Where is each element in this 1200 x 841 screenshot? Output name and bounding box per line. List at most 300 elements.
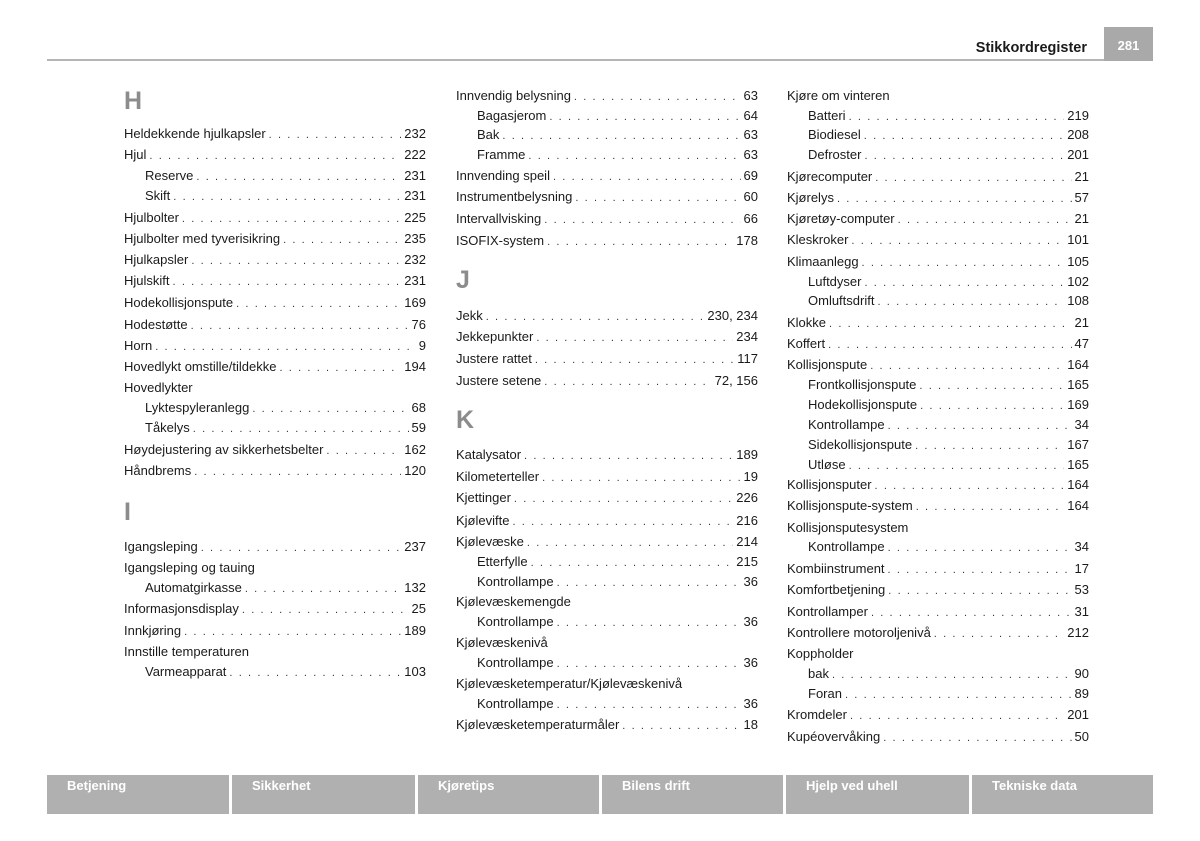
index-entry-kilometerteller <box>456 468 758 486</box>
index-page-ref[interactable]: 57 <box>1074 190 1089 205</box>
index-page-ref[interactable]: 132 <box>404 580 426 595</box>
index-page-ref[interactable]: 68 <box>411 400 426 415</box>
index-page-ref[interactable]: 21 <box>1074 169 1089 184</box>
index-page-ref[interactable]: 178 <box>736 233 758 248</box>
index-term: Innvendig belysning <box>456 88 571 103</box>
index-entry-frontkollisjonspute <box>808 376 1089 394</box>
index-term: Biodiesel <box>808 127 861 142</box>
index-entry-koffert <box>787 335 1089 353</box>
dot-leader <box>919 377 1064 395</box>
dot-leader <box>196 168 401 186</box>
dot-leader <box>194 463 401 481</box>
index-entry-kontrollampe <box>477 573 758 591</box>
dot-leader <box>535 351 734 369</box>
index-entry-isofix-system <box>456 232 758 250</box>
index-entry-kj-lev-sketemperatur-kj-lev-skeniva <box>456 675 758 693</box>
index-page-ref[interactable]: 164 <box>1067 357 1089 372</box>
dot-leader <box>862 254 1065 272</box>
index-page-ref[interactable]: 64 <box>743 108 758 123</box>
dot-leader <box>191 317 409 335</box>
dot-leader <box>916 498 1065 516</box>
dot-leader <box>502 127 740 145</box>
index-entry-biodiesel <box>808 126 1089 144</box>
index-page-ref[interactable]: 108 <box>1067 293 1089 308</box>
index-term: Reserve <box>145 168 194 183</box>
index-term: Frontkollisjonspute <box>808 377 917 392</box>
dot-leader <box>547 233 733 251</box>
index-term: Hjulbolter <box>124 210 179 225</box>
index-page-ref[interactable]: 89 <box>1074 686 1089 701</box>
index-entry-hjulskift <box>124 272 426 290</box>
index-page-ref[interactable]: 117 <box>737 351 758 366</box>
page-number: 281 <box>1104 27 1153 61</box>
index-term: Klimaanlegg <box>787 254 859 269</box>
index-entry-kjettinger <box>456 489 758 507</box>
index-page-ref[interactable]: 17 <box>1074 561 1089 576</box>
index-entry-hjul <box>124 146 426 164</box>
index-entry-kj-ret-y-computer <box>787 210 1089 228</box>
index-page-ref[interactable]: 36 <box>743 655 758 670</box>
index-page-ref[interactable]: 162 <box>404 442 426 457</box>
index-page-ref[interactable]: 231 <box>404 188 426 203</box>
index-term: Igangsleping <box>124 539 198 554</box>
index-page-ref[interactable]: 66 <box>743 211 758 226</box>
index-page-ref[interactable]: 59 <box>411 420 426 435</box>
index-entry-hodekollisjonspute <box>808 396 1089 414</box>
index-entry-omluftsdrift <box>808 292 1089 310</box>
index-page-ref[interactable]: 120 <box>404 463 426 478</box>
index-entry-kj-re-om-vinteren <box>787 87 1089 105</box>
index-entry-hovedlykt-omstille-tildekke <box>124 358 426 376</box>
index-entry-komfortbetjening <box>787 581 1089 599</box>
index-term: Hovedlykter <box>124 380 193 395</box>
index-entry-horn <box>124 337 426 355</box>
index-entry-kromdeler <box>787 706 1089 724</box>
dot-leader <box>837 190 1072 208</box>
dot-leader <box>849 108 1065 126</box>
index-page-ref[interactable]: 53 <box>1074 582 1089 597</box>
index-term: Hodekollisjonspute <box>808 397 918 412</box>
index-term: Hjulskift <box>124 273 170 288</box>
index-entry-kombiinstrument <box>787 560 1089 578</box>
index-entry-bak <box>808 665 1089 683</box>
dot-leader <box>542 469 740 487</box>
footer-tab-kjoretips[interactable]: Kjøretips <box>418 775 599 814</box>
index-page-ref[interactable]: 36 <box>743 696 758 711</box>
dot-leader <box>934 625 1065 643</box>
index-term: Tåkelys <box>145 420 190 435</box>
index-term: Instrumentbelysning <box>456 189 573 204</box>
index-term: Kupéovervåking <box>787 729 881 744</box>
index-entry-igangsleping <box>124 538 426 556</box>
dot-leader <box>920 397 1064 415</box>
index-page-ref[interactable]: 215 <box>736 554 758 569</box>
index-entry-reserve <box>145 167 426 185</box>
dot-leader <box>864 147 1064 165</box>
index-entry-lyktespyleranlegg <box>145 399 426 417</box>
dot-leader <box>622 717 740 735</box>
index-entry-hjulkapsler <box>124 251 426 269</box>
index-term: Koppholder <box>787 646 854 661</box>
page-title: Stikkordregister <box>975 40 1087 56</box>
dot-leader <box>193 420 409 438</box>
index-term: Kontrollere motoroljenivå <box>787 625 931 640</box>
dot-leader <box>242 601 409 619</box>
index-page-ref[interactable]: 102 <box>1067 274 1089 289</box>
index-term: Kjølevæsketemperaturmåler <box>456 717 620 732</box>
index-page-ref[interactable]: 31 <box>1074 604 1089 619</box>
index-term: Katalysator <box>456 447 522 462</box>
index-term: Kontrollamper <box>787 604 868 619</box>
index-term: bak <box>808 666 829 681</box>
index-entry-varmeapparat <box>145 663 426 681</box>
index-page-ref[interactable]: 232 <box>404 252 426 267</box>
index-term: Kombiinstrument <box>787 561 885 576</box>
dot-leader <box>829 315 1072 333</box>
footer-tab-hjelp-ved-uhell[interactable]: Hjelp ved uhell <box>786 775 969 814</box>
index-page-ref[interactable]: 201 <box>1067 707 1089 722</box>
dot-leader <box>544 211 740 229</box>
index-page-ref[interactable]: 103 <box>404 664 426 679</box>
index-term: Etterfylle <box>477 554 528 569</box>
index-entry-kj-recomputer <box>787 168 1089 186</box>
index-entry-innkj-ring <box>124 622 426 640</box>
index-entry-kontrollamper <box>787 603 1089 621</box>
index-page-ref[interactable]: 50 <box>1074 729 1089 744</box>
index-page-ref[interactable]: 216 <box>736 513 758 528</box>
index-term: Jekk <box>456 308 483 323</box>
index-entry-kj-levifte <box>456 512 758 530</box>
index-term: Kontrollampe <box>477 614 554 629</box>
dot-leader <box>524 447 733 465</box>
index-entry-jekk <box>456 307 758 325</box>
index-entry-defroster <box>808 146 1089 164</box>
index-entry-kollisjonspute <box>787 356 1089 374</box>
index-term: Skift <box>145 188 171 203</box>
index-page-ref[interactable]: 167 <box>1067 437 1089 452</box>
index-term: Sidekollisjonspute <box>808 437 913 452</box>
index-entry-ha-ndbrems <box>124 462 426 480</box>
index-entry-klimaanlegg <box>787 253 1089 271</box>
index-term: Hodekollisjonspute <box>124 295 234 310</box>
dot-leader <box>173 273 402 291</box>
footer-tab-bilens-drift[interactable]: Bilens drift <box>602 775 783 814</box>
index-page-ref[interactable]: 63 <box>743 88 758 103</box>
dot-leader <box>883 729 1071 747</box>
index-page-ref[interactable]: 231 <box>404 168 426 183</box>
index-term: Kjørelys <box>787 190 834 205</box>
index-term: Koffert <box>787 336 826 351</box>
index-term: Kontrollampe <box>477 696 554 711</box>
index-page-ref[interactable]: 164 <box>1067 498 1089 513</box>
index-term: Høydejustering av sikkerhetsbelter <box>124 442 324 457</box>
index-page-ref[interactable]: 237 <box>404 539 426 554</box>
dot-leader <box>184 623 401 641</box>
index-term: Kollisjonspute <box>787 357 868 372</box>
index-term: Kilometerteller <box>456 469 540 484</box>
index-page-ref[interactable]: 60 <box>743 189 758 204</box>
index-page-ref[interactable]: 9 <box>418 338 426 353</box>
index-entry-utl-se <box>808 456 1089 474</box>
dot-leader <box>575 189 740 207</box>
index-entry-kontrollampe <box>477 613 758 631</box>
index-entry-koppholder <box>787 645 1089 663</box>
index-page-ref[interactable]: 208 <box>1067 127 1089 142</box>
index-page-ref[interactable]: 18 <box>743 717 758 732</box>
index-term: Justere setene <box>456 373 542 388</box>
dot-leader <box>283 231 401 249</box>
index-page-ref[interactable]: 194 <box>404 359 426 374</box>
index-entry-kontrollampe <box>808 416 1089 434</box>
index-entry-kj-lev-sketemperaturma-ler <box>456 716 758 734</box>
index-page-ref[interactable]: 36 <box>743 574 758 589</box>
index-term: Intervallvisking <box>456 211 542 226</box>
index-entry-kollisjonsputesystem <box>787 519 1089 537</box>
index-page-ref[interactable]: 219 <box>1067 108 1089 123</box>
header-rule <box>47 59 1153 61</box>
index-entry-intervallvisking <box>456 210 758 228</box>
index-entry-hovedlykter <box>124 379 426 397</box>
index-page-ref[interactable]: 212 <box>1067 625 1089 640</box>
index-page-ref[interactable]: 69 <box>743 168 758 183</box>
index-entry-bak <box>477 126 758 144</box>
index-term: Kontrollampe <box>808 417 885 432</box>
index-entry-skift <box>145 187 426 205</box>
index-page-ref[interactable]: 34 <box>1074 539 1089 554</box>
index-page-ref[interactable]: 226 <box>736 490 758 505</box>
index-term: Kontrollampe <box>477 655 554 670</box>
dot-leader <box>850 707 1064 725</box>
dot-leader <box>871 604 1072 622</box>
index-page-ref[interactable]: 21 <box>1074 315 1089 330</box>
dot-leader <box>149 147 401 165</box>
dot-leader <box>557 614 741 632</box>
index-entry-kontrollampe <box>477 695 758 713</box>
index-page-ref[interactable]: 165 <box>1067 457 1089 472</box>
index-entry-h-ydejustering-av-sikkerhetsbelter <box>124 441 426 459</box>
dot-leader <box>849 457 1065 475</box>
dot-leader <box>512 513 733 531</box>
dot-leader <box>870 357 1064 375</box>
index-entry-etterfylle <box>477 553 758 571</box>
dot-leader <box>182 210 401 228</box>
index-term: ISOFIX-system <box>456 233 545 248</box>
index-entry-hodest-tte <box>124 316 426 334</box>
footer-tab-betjening[interactable]: Betjening <box>47 775 229 814</box>
index-term: Hjulbolter med tyverisikring <box>124 231 281 246</box>
index-page-ref[interactable]: 72, 156 <box>714 373 758 388</box>
index-term: Utløse <box>808 457 846 472</box>
index-term: Hodestøtte <box>124 317 188 332</box>
index-page-ref[interactable]: 214 <box>736 534 758 549</box>
dot-leader <box>875 477 1065 495</box>
dot-leader <box>173 188 401 206</box>
index-term: Kontrollampe <box>808 539 885 554</box>
section-letter: J <box>456 266 470 294</box>
index-entry-framme <box>477 146 758 164</box>
dot-leader <box>252 400 408 418</box>
dot-leader <box>486 308 705 326</box>
index-entry-kontrollere-motoroljeniva <box>787 624 1089 642</box>
index-term: Defroster <box>808 147 862 162</box>
dot-leader <box>845 686 1072 704</box>
index-entry-innvendig-belysning <box>456 87 758 105</box>
dot-leader <box>557 655 741 673</box>
index-page-ref[interactable]: 19 <box>743 469 758 484</box>
dot-leader <box>536 329 733 347</box>
index-entry-kontrollampe <box>477 654 758 672</box>
index-term: Kjølevæske <box>456 534 524 549</box>
index-page-ref[interactable]: 232 <box>404 126 426 141</box>
index-entry-igangsleping-og-tauing <box>124 559 426 577</box>
index-page-ref[interactable]: 165 <box>1067 377 1089 392</box>
index-entry-justere-setene <box>456 372 758 390</box>
dot-leader <box>864 274 1064 292</box>
index-entry-instrumentbelysning <box>456 188 758 206</box>
index-term: Jekkepunkter <box>456 329 534 344</box>
index-entry-automatgirkasse <box>145 579 426 597</box>
index-entry-kj-lev-skemengde <box>456 593 758 611</box>
index-term: Kjølevæsketemperatur/Kjølevæskenivå <box>456 676 683 691</box>
dot-leader <box>191 252 401 270</box>
index-term: Kjølevæskemengde <box>456 594 571 609</box>
dot-leader <box>875 169 1071 187</box>
index-entry-kontrollampe <box>808 538 1089 556</box>
index-term: Kollisjonsputer <box>787 477 872 492</box>
index-page-ref[interactable]: 63 <box>743 127 758 142</box>
index-term: Batteri <box>808 108 846 123</box>
index-page-ref[interactable]: 230, 234 <box>707 308 758 323</box>
index-entry-hodekollisjonspute <box>124 294 426 312</box>
section-letter: I <box>124 498 131 526</box>
section-letter: K <box>456 406 475 434</box>
index-term: Kjørecomputer <box>787 169 873 184</box>
index-term: Kollisjonsputesystem <box>787 520 909 535</box>
dot-leader <box>544 373 711 391</box>
section-letter: H <box>124 87 143 115</box>
dot-leader <box>888 539 1072 557</box>
index-entry-kleskroker <box>787 231 1089 249</box>
index-page-ref[interactable]: 169 <box>404 295 426 310</box>
dot-leader <box>915 437 1064 455</box>
index-term: Klokke <box>787 315 827 330</box>
index-entry-kollisjonsputer <box>787 476 1089 494</box>
index-page-ref[interactable]: 47 <box>1074 336 1089 351</box>
index-page-ref[interactable]: 63 <box>743 147 758 162</box>
dot-leader <box>549 108 740 126</box>
dot-leader <box>828 336 1071 354</box>
index-page-ref[interactable]: 101 <box>1067 232 1089 247</box>
index-page-ref[interactable]: 76 <box>411 317 426 332</box>
index-term: Bak <box>477 127 500 142</box>
index-page-ref[interactable]: 164 <box>1067 477 1089 492</box>
index-page-ref[interactable]: 21 <box>1074 211 1089 226</box>
index-term: Hjul <box>124 147 147 162</box>
dot-leader <box>155 338 416 356</box>
index-page-ref[interactable]: 169 <box>1067 397 1089 412</box>
dot-leader <box>531 554 734 572</box>
index-entry-innstille-temperaturen <box>124 643 426 661</box>
dot-leader <box>229 664 401 682</box>
index-term: Kjettinger <box>456 490 511 505</box>
index-term: Luftdyser <box>808 274 862 289</box>
index-entry-hjulbolter-med-tyverisikring <box>124 230 426 248</box>
index-term: Horn <box>124 338 153 353</box>
index-page-ref[interactable]: 34 <box>1074 417 1089 432</box>
index-page-ref[interactable]: 189 <box>404 623 426 638</box>
index-term: Innkjøring <box>124 623 182 638</box>
index-entry-jekkepunkter <box>456 328 758 346</box>
index-term: Lyktespyleranlegg <box>145 400 250 415</box>
dot-leader <box>864 127 1065 145</box>
dot-leader <box>514 490 733 508</box>
dot-leader <box>269 126 402 144</box>
index-term: Kjøretøy-computer <box>787 211 895 226</box>
index-term: Bagasjerom <box>477 108 547 123</box>
index-term: Foran <box>808 686 842 701</box>
index-page-ref[interactable]: 235 <box>404 231 426 246</box>
index-entry-sidekollisjonspute <box>808 436 1089 454</box>
dot-leader <box>888 417 1072 435</box>
index-term: Kontrollampe <box>477 574 554 589</box>
dot-leader <box>527 534 733 552</box>
dot-leader <box>236 295 401 313</box>
dot-leader <box>888 561 1072 579</box>
index-entry-ta-kelys <box>145 419 426 437</box>
dot-leader <box>201 539 402 557</box>
dot-leader <box>898 211 1072 229</box>
footer-tab-sikkerhet[interactable]: Sikkerhet <box>232 775 415 814</box>
index-entry-informasjonsdisplay <box>124 600 426 618</box>
index-entry-foran <box>808 685 1089 703</box>
index-entry-kj-lev-ske <box>456 533 758 551</box>
index-page-ref[interactable]: 201 <box>1067 147 1089 162</box>
index-page-ref[interactable]: 225 <box>404 210 426 225</box>
index-entry-hjulbolter <box>124 209 426 227</box>
index-entry-katalysator <box>456 446 758 464</box>
index-entry-innvending-speil <box>456 167 758 185</box>
index-entry-kj-lev-skeniva <box>456 634 758 652</box>
index-page-ref[interactable]: 231 <box>404 273 426 288</box>
dot-leader <box>557 696 741 714</box>
dot-leader <box>553 168 741 186</box>
index-page-ref[interactable]: 234 <box>736 329 758 344</box>
dot-leader <box>326 442 401 460</box>
footer-tab-tekniske-data[interactable]: Tekniske data <box>972 775 1153 814</box>
index-term: Informasjonsdisplay <box>124 601 239 616</box>
index-page-ref[interactable]: 36 <box>743 614 758 629</box>
index-entry-kollisjonspute-system <box>787 497 1089 515</box>
index-entry-klokke <box>787 314 1089 332</box>
index-term: Varmeapparat <box>145 664 227 679</box>
dot-leader <box>245 580 401 598</box>
index-page-ref[interactable]: 189 <box>736 447 758 462</box>
index-page-ref[interactable]: 105 <box>1067 254 1089 269</box>
index-term: Håndbrems <box>124 463 192 478</box>
index-page-ref[interactable]: 222 <box>404 147 426 162</box>
index-term: Innstille temperaturen <box>124 644 250 659</box>
index-term: Hovedlykt omstille/tildekke <box>124 359 277 374</box>
index-entry-heldekkende-hjulkapsler <box>124 125 426 143</box>
index-page-ref[interactable]: 90 <box>1074 666 1089 681</box>
dot-leader <box>851 232 1064 250</box>
dot-leader <box>574 88 741 106</box>
index-term: Framme <box>477 147 526 162</box>
index-page-ref[interactable]: 25 <box>411 601 426 616</box>
index-term: Kjølevifte <box>456 513 510 528</box>
dot-leader <box>528 147 740 165</box>
index-term: Kleskroker <box>787 232 849 247</box>
